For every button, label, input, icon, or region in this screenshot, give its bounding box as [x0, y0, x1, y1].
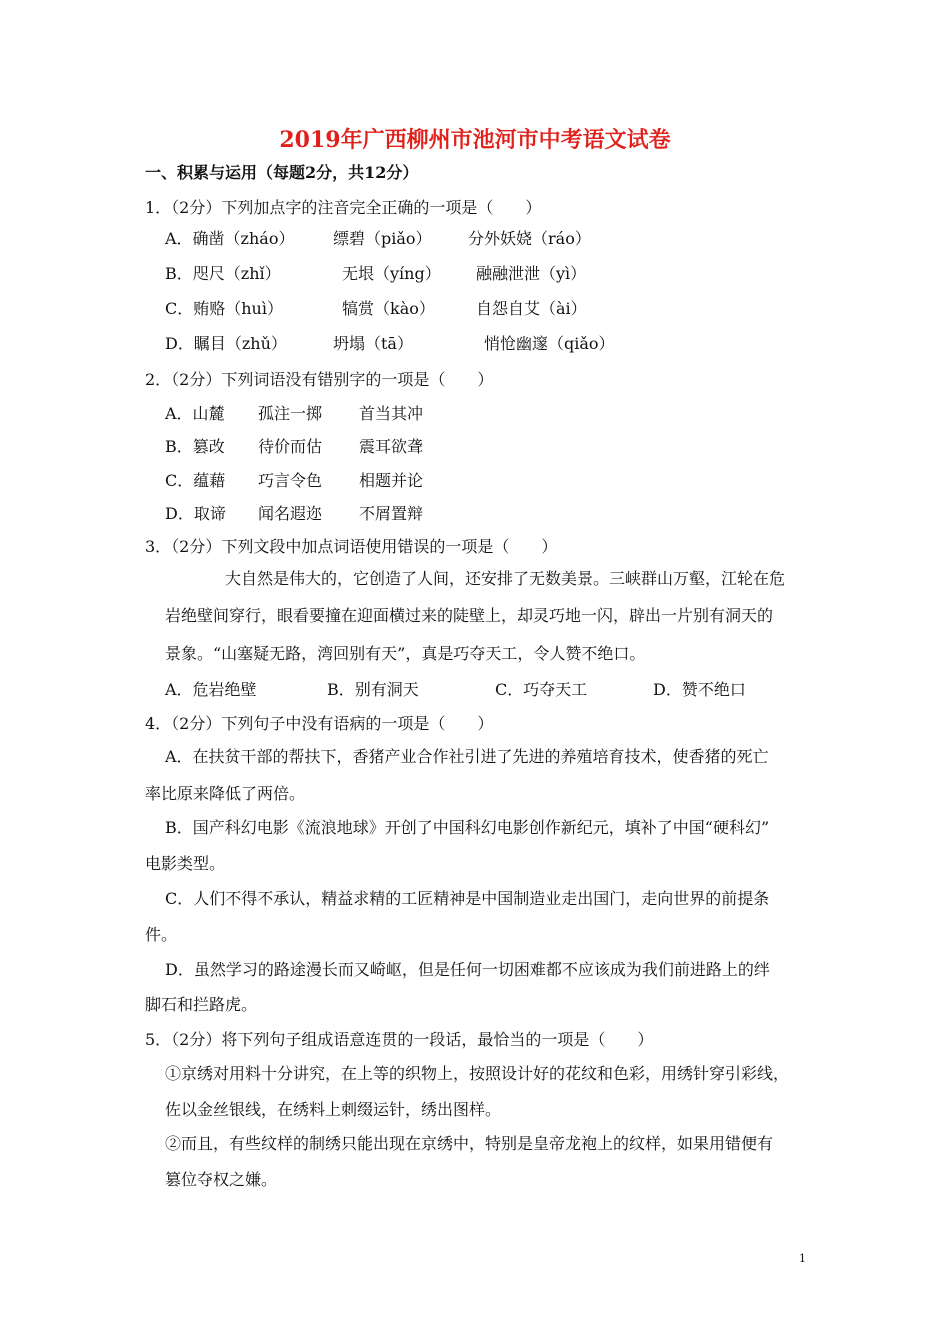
q1-option-c-2: 犒赏（kào）: [342, 299, 435, 318]
question-2-stem: 2．（2分）下列词语没有错别字的一项是（ ）: [145, 370, 494, 389]
q3-passage-line-1: 大自然是伟大的，它创造了人间，还安排了无数美景。三峡群山万壑，江轮在危: [225, 569, 786, 588]
q1-option-a-2: 缥碧（piǎo）: [333, 229, 432, 248]
q3-passage-line-2: 岩绝壁间穿行，眼看要撞在迎面横过来的陡壁上，却灵巧地一闪，辟出一片别有洞天的: [165, 606, 774, 625]
q1-option-d-2: 坍塌（tā）: [333, 334, 413, 353]
q2-option-b-1: B．篡改: [165, 437, 225, 456]
q3-option-c: C．巧夺天工: [495, 680, 588, 699]
q2-option-b-3: 震耳欲聋: [359, 437, 424, 456]
q1-option-b-1: B．咫尺（zhǐ）: [165, 264, 281, 283]
q5-line-1: ①京绣对用料十分讲究，在上等的织物上，按照设计好的花纹和色彩，用绣针穿引彩线，: [165, 1064, 790, 1083]
q4-line-6: 件。: [145, 925, 178, 944]
q2-option-a-3: 首当其冲: [359, 404, 424, 423]
q4-line-8: 脚石和拦路虎。: [145, 995, 258, 1014]
q2-option-d-1: D．取谛: [165, 504, 226, 523]
q3-option-d: D．赞不绝口: [653, 680, 746, 699]
question-3-stem: 3．（2分）下列文段中加点词语使用错误的一项是（ ）: [145, 537, 558, 556]
section-heading: 一、积累与运用（每题2分，共12分）: [145, 163, 419, 182]
q2-option-c-1: C．蕴藉: [165, 471, 226, 490]
q5-line-2: 佐以金丝银线，在绣料上刺缀运针，绣出图样。: [165, 1100, 502, 1119]
q4-line-1: A．在扶贫干部的帮扶下，香猪产业合作社引进了先进的养殖培育技术，使香猪的死亡: [165, 747, 769, 766]
page-title: 2019年广西柳州市池河市中考语文试卷: [279, 127, 671, 153]
q1-option-b-3: 融融泄泄（yì）: [476, 264, 587, 283]
q1-option-b-2: 无垠（yíng）: [342, 264, 441, 283]
q3-option-a: A．危岩绝壁: [165, 680, 257, 699]
question-4-stem: 4．（2分）下列句子中没有语病的一项是（ ）: [145, 714, 494, 733]
q4-line-4: 电影类型。: [145, 854, 226, 873]
question-5-stem: 5．（2分）将下列句子组成语意连贯的一段话，最恰当的一项是（ ）: [145, 1030, 654, 1049]
q5-line-3: ②而且，有些纹样的制绣只能出现在京绣中，特别是皇帝龙袍上的纹样，如果用错便有: [165, 1134, 774, 1153]
page-number: 1: [799, 1252, 806, 1265]
question-1-stem: 1．（2分）下列加点字的注音完全正确的一项是（ ）: [145, 198, 542, 217]
q2-option-d-2: 闻名遐迩: [258, 504, 323, 523]
q4-line-3: B．国产科幻电影《流浪地球》开创了中国科幻电影创作新纪元，填补了中国“硬科幻”: [165, 818, 770, 837]
q5-line-4: 篡位夺权之嫌。: [165, 1170, 278, 1189]
q2-option-a-2: 孤注一掷: [258, 404, 323, 423]
q1-option-d-3: 悄怆幽邃（qiǎo）: [484, 334, 615, 353]
q2-option-d-3: 不屑置辩: [359, 504, 424, 523]
q3-option-b: B．别有洞天: [327, 680, 419, 699]
q4-line-7: D．虽然学习的路途漫长而又崎岖，但是任何一切困难都不应该成为我们前进路上的绊: [165, 960, 770, 979]
q1-option-a-3: 分外妖娆（ráo）: [468, 229, 591, 248]
q2-option-c-3: 相题并论: [359, 471, 424, 490]
q2-option-b-2: 待价而估: [258, 437, 323, 456]
q2-option-a-1: A．山麓: [165, 404, 225, 423]
q4-line-5: C．人们不得不承认，精益求精的工匠精神是中国制造业走出国门，走向世界的前提条: [165, 889, 770, 908]
q2-option-c-2: 巧言令色: [258, 471, 323, 490]
q1-option-d-1: D．瞩目（zhǔ）: [165, 334, 287, 353]
q1-option-a-1: A．确凿（zháo）: [165, 229, 295, 248]
q4-line-2: 率比原来降低了两倍。: [145, 784, 306, 803]
q1-option-c-3: 自怨自艾（ài）: [476, 299, 587, 318]
q1-option-c-1: C．贿赂（huì）: [165, 299, 283, 318]
q3-passage-line-3: 景象。“山塞疑无路，湾回别有天”，真是巧夺天工，令人赞不绝口。: [165, 644, 646, 663]
